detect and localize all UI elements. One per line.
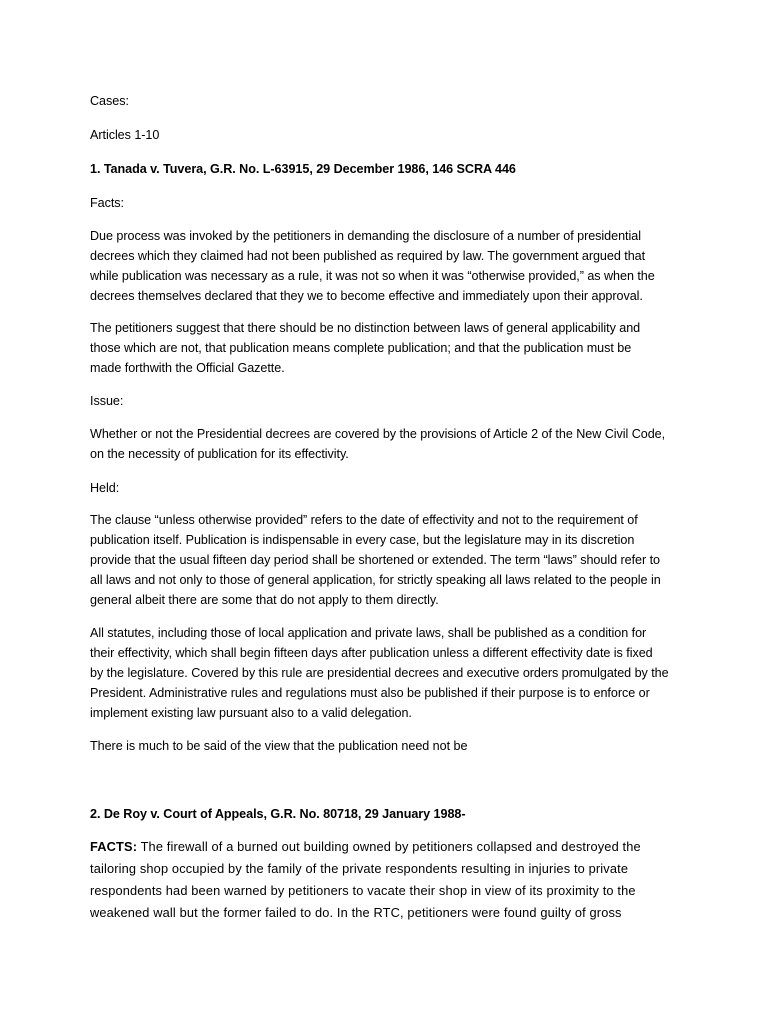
case-1-facts-p2-line: those which are not, that publication means complete publication; and that the publication must be (90, 341, 632, 355)
case-1-facts-label: Facts: (90, 196, 124, 210)
heading-cases: Cases: (90, 94, 129, 108)
case-2-facts-line: tailoring shop occupied by the family of the private respondents resulting in injuries to private (90, 861, 629, 876)
case-2-facts-line (90, 839, 641, 855)
case-1-held-p1-line: provide that the usual fifteen day period shall be shortened or extended. The term “laws” should refer to (90, 553, 660, 567)
heading-articles: Articles 1-10 (90, 128, 160, 142)
case-1-facts-p1-line: while publication was necessary as a rule, it was not so when it was “otherwise provided,” as when the (90, 269, 655, 283)
case-1-title: 1. Tanada v. Tuvera, G.R. No. L-63915, 29 December 1986, 146 SCRA 446 (90, 162, 516, 176)
case-1-held-p2-line: President. Administrative rules and regulations must also be published if their purpose is to enforce or (90, 686, 650, 700)
case-2-facts-label: FACTS: (90, 839, 138, 854)
case-1-issue-line: Whether or not the Presidential decrees are covered by the provisions of Article 2 of the New Civil Code, (90, 427, 666, 441)
case-1-held-p2-line: implement existing law pursuant also to a valid delegation. (90, 706, 412, 720)
case-1-facts-p2-line: The petitioners suggest that there should be no distinction between laws of general applicability and (90, 321, 641, 335)
case-1-facts-p2-line: made forthwith the Official Gazette. (90, 361, 285, 375)
case-1-held-p3: There is much to be said of the view that the publication need not be (90, 739, 468, 753)
case-1-held-p1-line: general albeit there are some that do not apply to them directly. (90, 593, 439, 607)
case-1-facts-p1-line: Due process was invoked by the petitioners in demanding the disclosure of a number of presidential (90, 229, 641, 243)
case-1-held-p2-line: All statutes, including those of local application and private laws, shall be published as a condition for (90, 626, 647, 640)
case-2-facts-line: weakened wall but the former failed to do. In the RTC, petitioners were found guilty of gross (90, 905, 622, 920)
case-2-title: 2. De Roy v. Court of Appeals, G.R. No. 80718, 29 January 1988- (90, 807, 466, 821)
case-1-held-p2-line: their effectivity, which shall begin fifteen days after publication unless a different effectivity date is fixed (90, 646, 653, 660)
case-1-facts-p1-line: decrees themselves declared that they we to become effective and immediately upon their approval. (90, 289, 643, 303)
case-1-facts-p1-line: decrees which they claimed had not been published as required by law. The government argued that (90, 249, 646, 263)
case-1-held-p1-line: publication itself. Publication is indispensable in every case, but the legislature may in its discretion (90, 533, 635, 547)
case-1-held-p1-line: The clause “unless otherwise provided” refers to the date of effectivity and not to the requirement of (90, 513, 638, 527)
case-1-issue-label: Issue: (90, 394, 124, 408)
case-2-facts-line: respondents had been warned by petitioners to vacate their shop in view of its proximity to the (90, 883, 636, 898)
case-1-held-p2-line: by the legislature. Covered by this rule are presidential decrees and executive orders promulgated by the (90, 666, 669, 680)
case-1-held-label: Held: (90, 481, 120, 495)
case-2-facts-first-line: The firewall of a burned out building owned by petitioners collapsed and destroyed the (137, 839, 641, 854)
case-1-held-p1-line: all laws and not only to those of general application, for strictly speaking all laws related to the people in (90, 573, 661, 587)
case-1-issue-line: on the necessity of publication for its effectivity. (90, 447, 349, 461)
